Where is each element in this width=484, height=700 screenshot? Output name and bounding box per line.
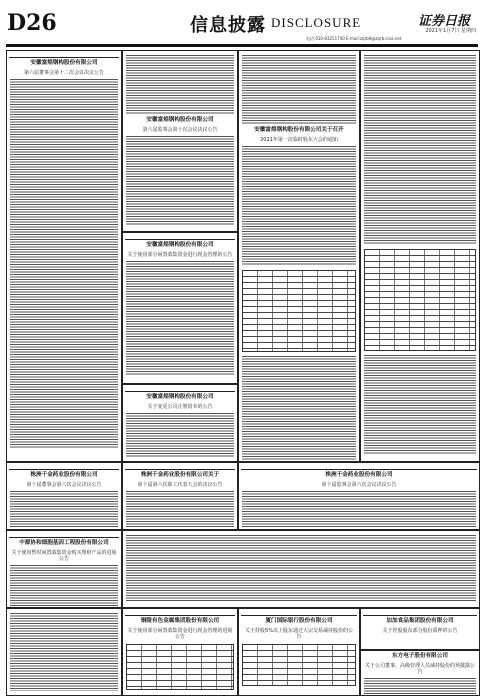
contact-line: 电话:010-83251700 E-mail:zqrb9@zqrb.sina.net xyxy=(306,36,402,41)
notice-body-text xyxy=(10,613,118,691)
notice-block xyxy=(122,50,238,232)
notice-body-text xyxy=(242,491,476,527)
notice-block xyxy=(6,530,122,608)
notice-block xyxy=(6,608,122,696)
notice-title: 厦门国际银行股份有限公司 xyxy=(265,618,333,624)
notice-subtitle: 第十届第六次职工代表大会的决议公告 xyxy=(137,482,223,488)
notice-block xyxy=(6,462,122,530)
notice-body-text xyxy=(126,491,234,527)
section-title-english: DISCLOSURE xyxy=(271,15,362,30)
masthead-rule xyxy=(6,44,478,47)
notice-block xyxy=(360,608,480,650)
notice-title: 株洲千金药业股份有限公司 xyxy=(30,472,98,478)
notice-title: 加加食品集团股份有限公司 xyxy=(386,618,454,624)
notice-subtitle: 第六届董事会第十二次会议决议公告 xyxy=(23,70,104,76)
notice-subtitle: 关于使用暂时闲置募集资金购买理财产品的进展公告 xyxy=(11,550,117,562)
notice-title: 铜陵有色金属集团股份有限公司 xyxy=(140,618,220,624)
notice-body-text xyxy=(242,55,356,125)
notice-title: 东方电子股份有限公司 xyxy=(392,653,448,659)
masthead xyxy=(0,0,484,44)
notice-body-text xyxy=(364,55,476,245)
notice-body-text xyxy=(10,79,118,449)
notice-block xyxy=(122,384,238,462)
notice-body-text xyxy=(126,261,234,376)
notice-subtitle: 关于持股5%以上股东通过大宗交易减持股份的公告 xyxy=(245,628,353,640)
section-title: 信息披露 xyxy=(190,15,266,36)
notice-block xyxy=(238,462,480,530)
data-table xyxy=(126,644,234,690)
notice-body-text xyxy=(126,535,476,601)
notice-block xyxy=(360,650,480,696)
newspaper-logo: 证券日报 xyxy=(418,14,471,29)
notice-block xyxy=(238,608,360,696)
notice-title: 株洲千金药业股份有限公司 xyxy=(325,472,393,478)
notice-subtitle: 第十届监事会第六次会议决议公告 xyxy=(321,482,397,488)
notice-body-text xyxy=(10,565,118,607)
notice-title: 安徽富煌钢构股份有限公司关于召开 xyxy=(254,127,344,133)
notice-block xyxy=(122,462,238,530)
notice-body-text xyxy=(126,413,234,458)
notice-subtitle: 关于使用部分闲置募集资金进行现金管理的进展公告 xyxy=(127,628,233,640)
notice-title: 安徽富煌钢构股份有限公司 xyxy=(30,60,98,66)
notice-title: 安徽富煌钢构股份有限公司 xyxy=(146,242,214,248)
notice-block xyxy=(122,530,480,608)
notice-body-text xyxy=(126,55,234,115)
notice-title: 中源协和细胞基因工程股份有限公司 xyxy=(19,540,109,546)
data-table xyxy=(242,270,356,352)
notice-subtitle: 第六届监事会第十次会议决议公告 xyxy=(142,127,218,133)
notice-body-text xyxy=(10,491,118,527)
notice-title: 安徽富煌钢构股份有限公司 xyxy=(146,117,214,123)
page-number: D26 xyxy=(7,10,57,36)
notice-body-text xyxy=(364,355,476,455)
data-table xyxy=(364,249,476,351)
notice-block xyxy=(122,232,238,384)
notice-body-text xyxy=(364,678,476,696)
notice-body-text xyxy=(126,136,234,226)
notice-subtitle: 第十届董事会第八次会议决议公告 xyxy=(26,482,102,488)
notice-subtitle: 2021年第一次临时股东大会的通知 xyxy=(260,137,338,143)
notice-block xyxy=(238,50,360,462)
notice-body-text xyxy=(242,146,356,266)
notice-subtitle: 关于变更公司注册资本的公告 xyxy=(147,404,213,410)
notice-subtitle: 关于使用部分闲置募集资金进行现金管理的公告 xyxy=(127,252,233,258)
notice-block xyxy=(122,608,238,696)
notice-block xyxy=(6,50,122,462)
edition-date: 2021年1月7日 星期四 xyxy=(425,28,476,34)
notice-block xyxy=(360,50,480,462)
notice-body-text xyxy=(242,356,356,462)
notice-title: 株洲千金药业股份有限公司关于 xyxy=(140,472,220,478)
notice-subtitle: 关于控股股东部分股份质押的公告 xyxy=(382,628,458,634)
data-table xyxy=(242,644,356,686)
notice-title: 安徽富煌钢构股份有限公司 xyxy=(146,394,214,400)
notice-subtitle: 关于公司董事、高级管理人员减持股份的预披露公告 xyxy=(365,663,476,675)
